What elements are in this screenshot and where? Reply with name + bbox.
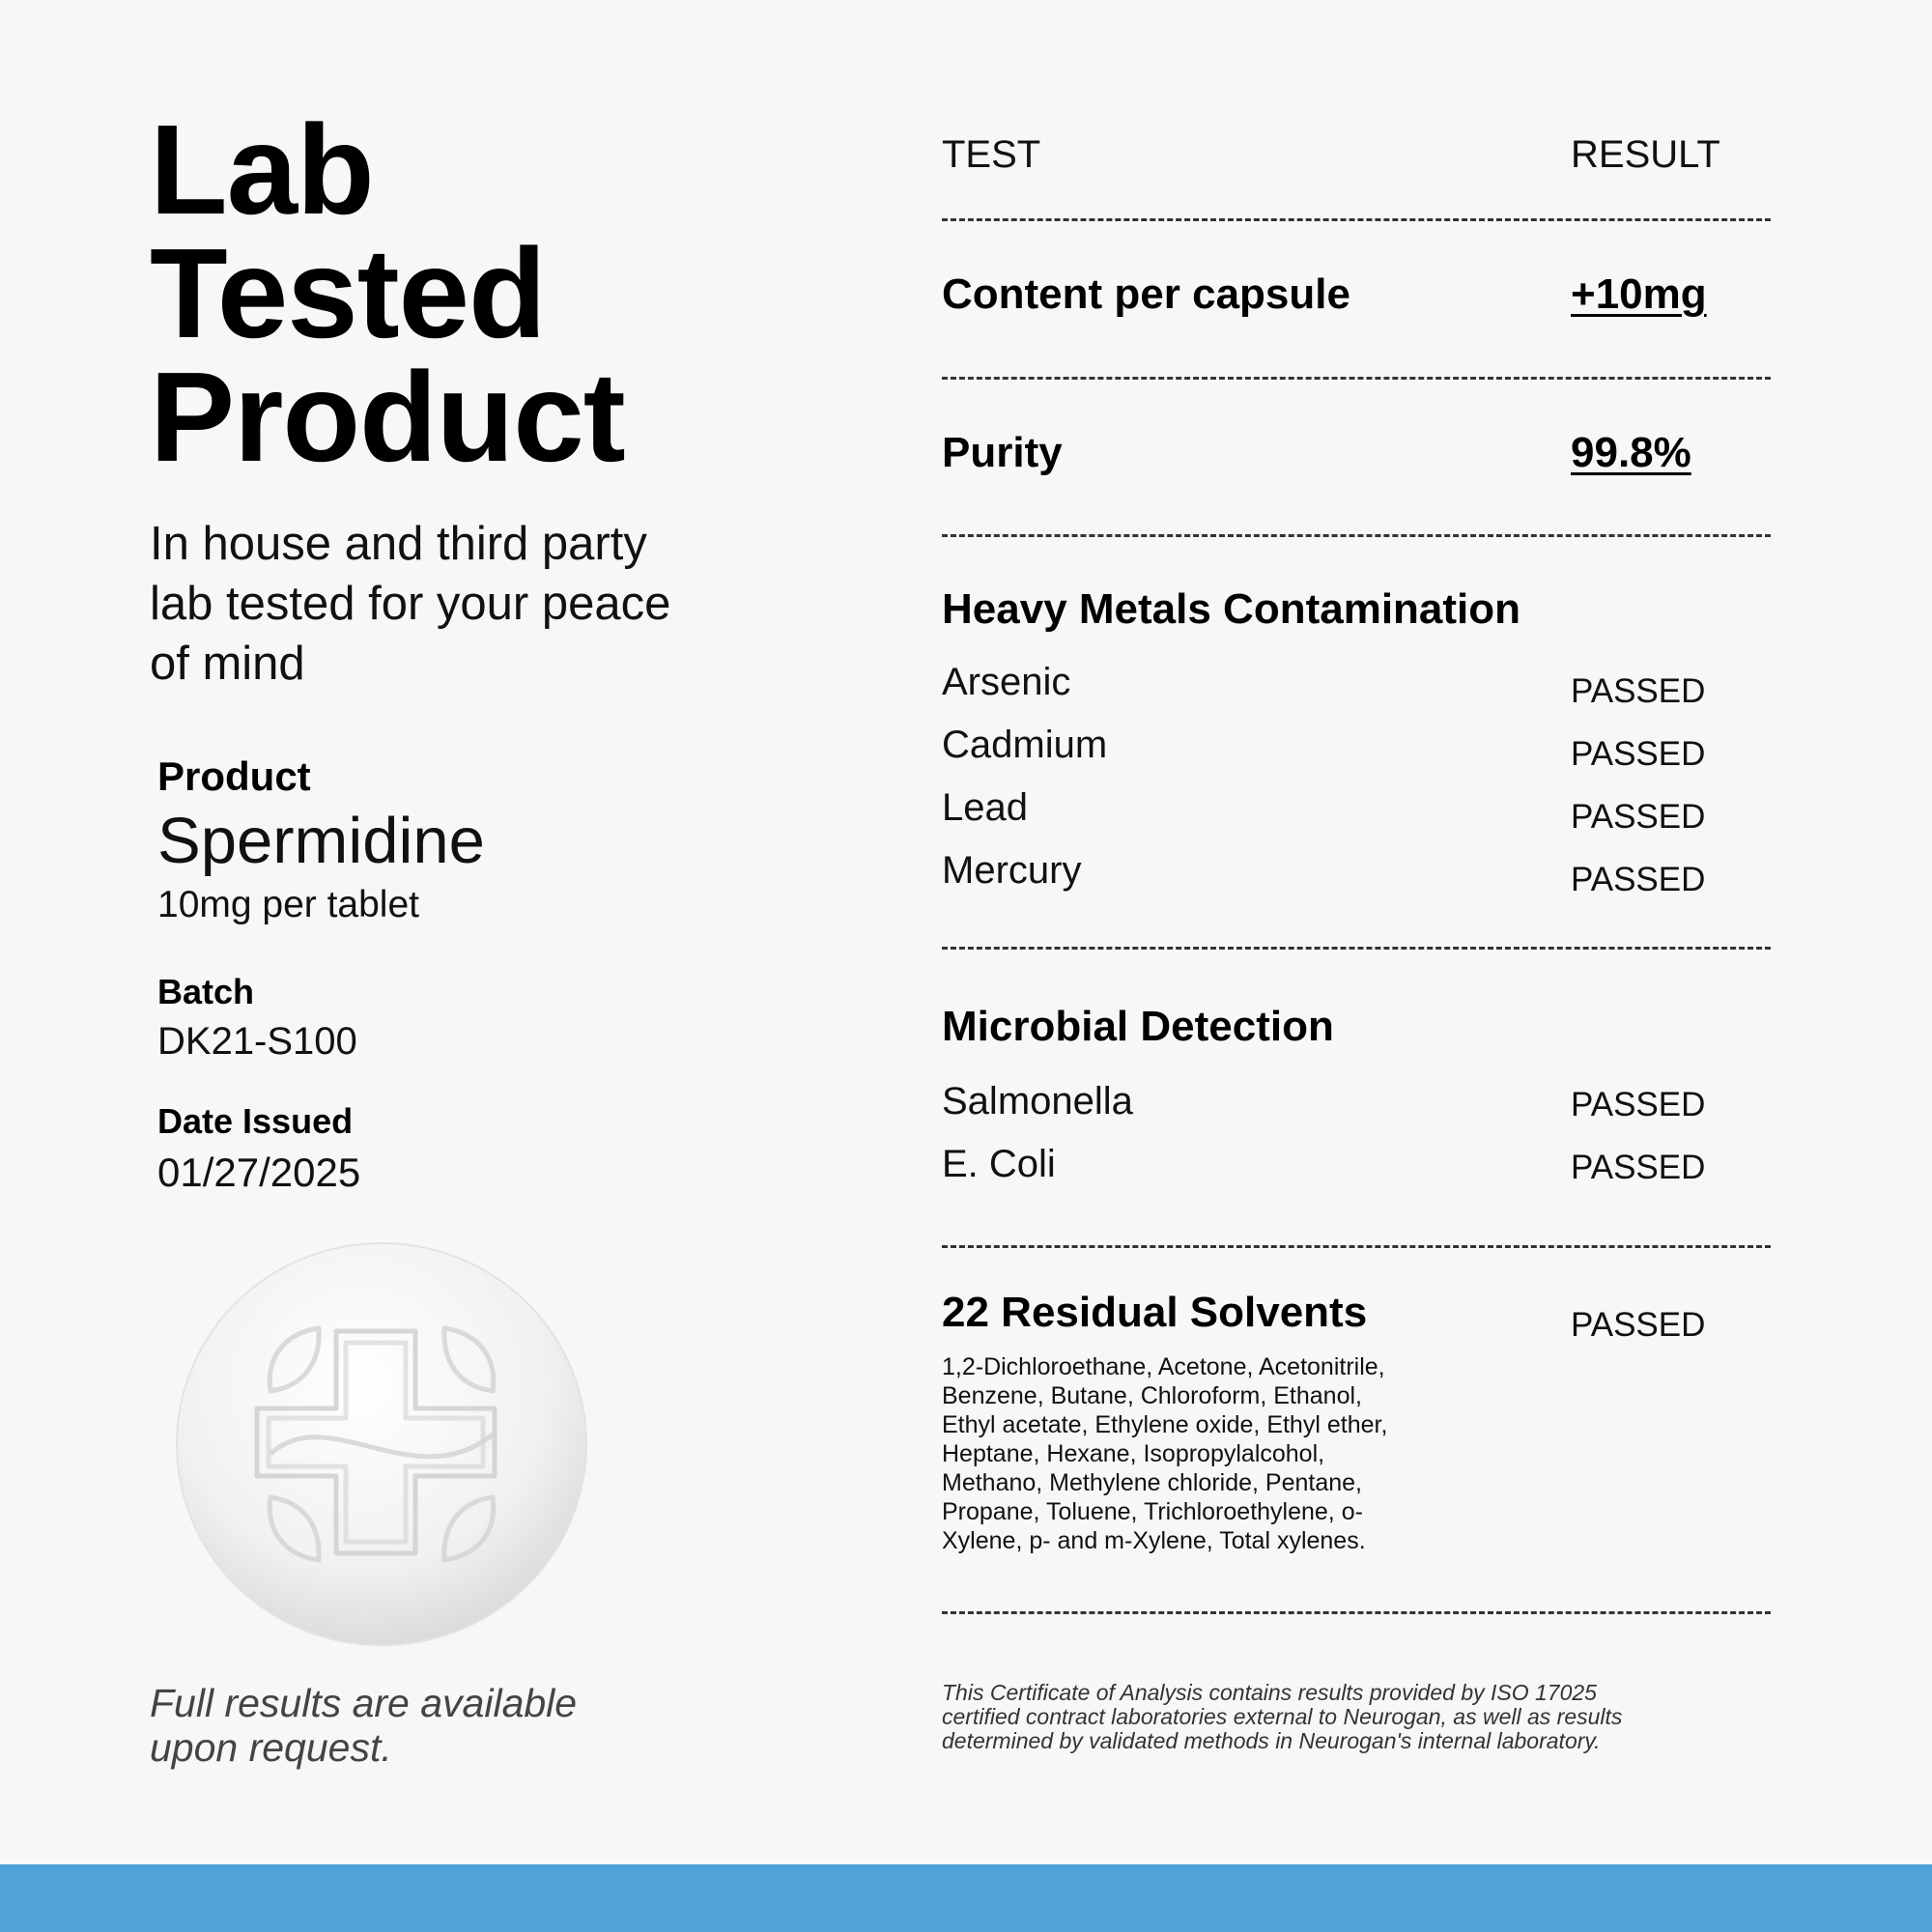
heavy-metal-name: Cadmium: [942, 724, 1108, 766]
content-per-capsule-value: +10mg: [1571, 270, 1707, 318]
heavy-metal-status: PASSED: [1571, 672, 1706, 710]
date-issued-value: 01/27/2025: [157, 1150, 361, 1195]
page-title: [150, 99, 625, 488]
product-name: Spermidine: [157, 805, 485, 877]
product-dose: 10mg per tablet: [157, 884, 420, 925]
test-column-header: TEST: [942, 133, 1041, 176]
residual-solvents-status: PASSED: [1571, 1306, 1706, 1344]
residual-solvents-title: 22 Residual Solvents: [942, 1289, 1368, 1336]
heavy-metal-name: Arsenic: [942, 661, 1071, 703]
solvents-line: Benzene, Butane, Chloroform, Ethanol,: [942, 1382, 1362, 1409]
certificate-disclaimer: [942, 1681, 1773, 1753]
batch-value: DK21-S100: [157, 1020, 357, 1063]
microbe-status: PASSED: [1571, 1086, 1706, 1123]
full-results-note-line: Full results are available: [150, 1681, 578, 1725]
solvents-line: Heptane, Hexane, Isopropylalcohol,: [942, 1440, 1325, 1467]
result-column-header: RESULT: [1571, 133, 1720, 176]
divider: [942, 534, 1771, 537]
purity-value: 99.8%: [1571, 429, 1691, 476]
residual-solvents-list: [942, 1352, 1463, 1555]
title-line: Lab: [150, 99, 374, 241]
title-line: Tested: [150, 222, 546, 364]
purity-label: Purity: [942, 429, 1063, 476]
disclaimer-line: certified contract laboratories external to Neurogan, as well as results: [942, 1704, 1623, 1729]
microbe-name: E. Coli: [942, 1143, 1056, 1185]
microbe-name: Salmonella: [942, 1080, 1133, 1122]
divider: [942, 1611, 1771, 1614]
microbial-detection-title: Microbial Detection: [942, 1003, 1334, 1050]
heavy-metal-status: PASSED: [1571, 735, 1706, 773]
intro-text: In house and third party lab tested for your peace of mind: [150, 518, 671, 690]
bottom-accent-bar: [0, 1864, 1932, 1932]
disclaimer-line: This Certificate of Analysis contains results provided by ISO 17025: [942, 1680, 1597, 1705]
content-per-capsule-label: Content per capsule: [942, 270, 1350, 318]
divider: [942, 947, 1771, 950]
disclaimer-line: determined by validated methods in Neurogan's internal laboratory.: [942, 1728, 1601, 1753]
solvents-line: Ethyl acetate, Ethylene oxide, Ethyl ether,: [942, 1411, 1388, 1438]
divider: [942, 1245, 1771, 1248]
product-label: Product: [157, 753, 311, 799]
solvents-line: Methano, Methylene chloride, Pentane,: [942, 1469, 1362, 1496]
tablet-icon: [174, 1236, 589, 1652]
divider: [942, 377, 1771, 380]
solvents-line: 1,2-Dichloroethane, Acetone, Acetonitrile,: [942, 1353, 1385, 1380]
heavy-metal-status: PASSED: [1571, 861, 1706, 898]
heavy-metal-name: Mercury: [942, 849, 1082, 892]
solvents-line: Xylene, p- and m-Xylene, Total xylenes.: [942, 1527, 1366, 1554]
solvents-line: Propane, Toluene, Trichloroethylene, o-: [942, 1498, 1363, 1525]
batch-label: Batch: [157, 972, 255, 1011]
title-line: Product: [150, 346, 625, 488]
full-results-note: [150, 1681, 749, 1770]
divider: [942, 218, 1771, 221]
microbe-status: PASSED: [1571, 1149, 1706, 1186]
heavy-metal-name: Lead: [942, 786, 1028, 829]
full-results-note-line: upon request.: [150, 1725, 392, 1770]
heavy-metals-title: Heavy Metals Contamination: [942, 585, 1521, 633]
date-issued-label: Date Issued: [157, 1101, 354, 1141]
heavy-metal-status: PASSED: [1571, 798, 1706, 836]
